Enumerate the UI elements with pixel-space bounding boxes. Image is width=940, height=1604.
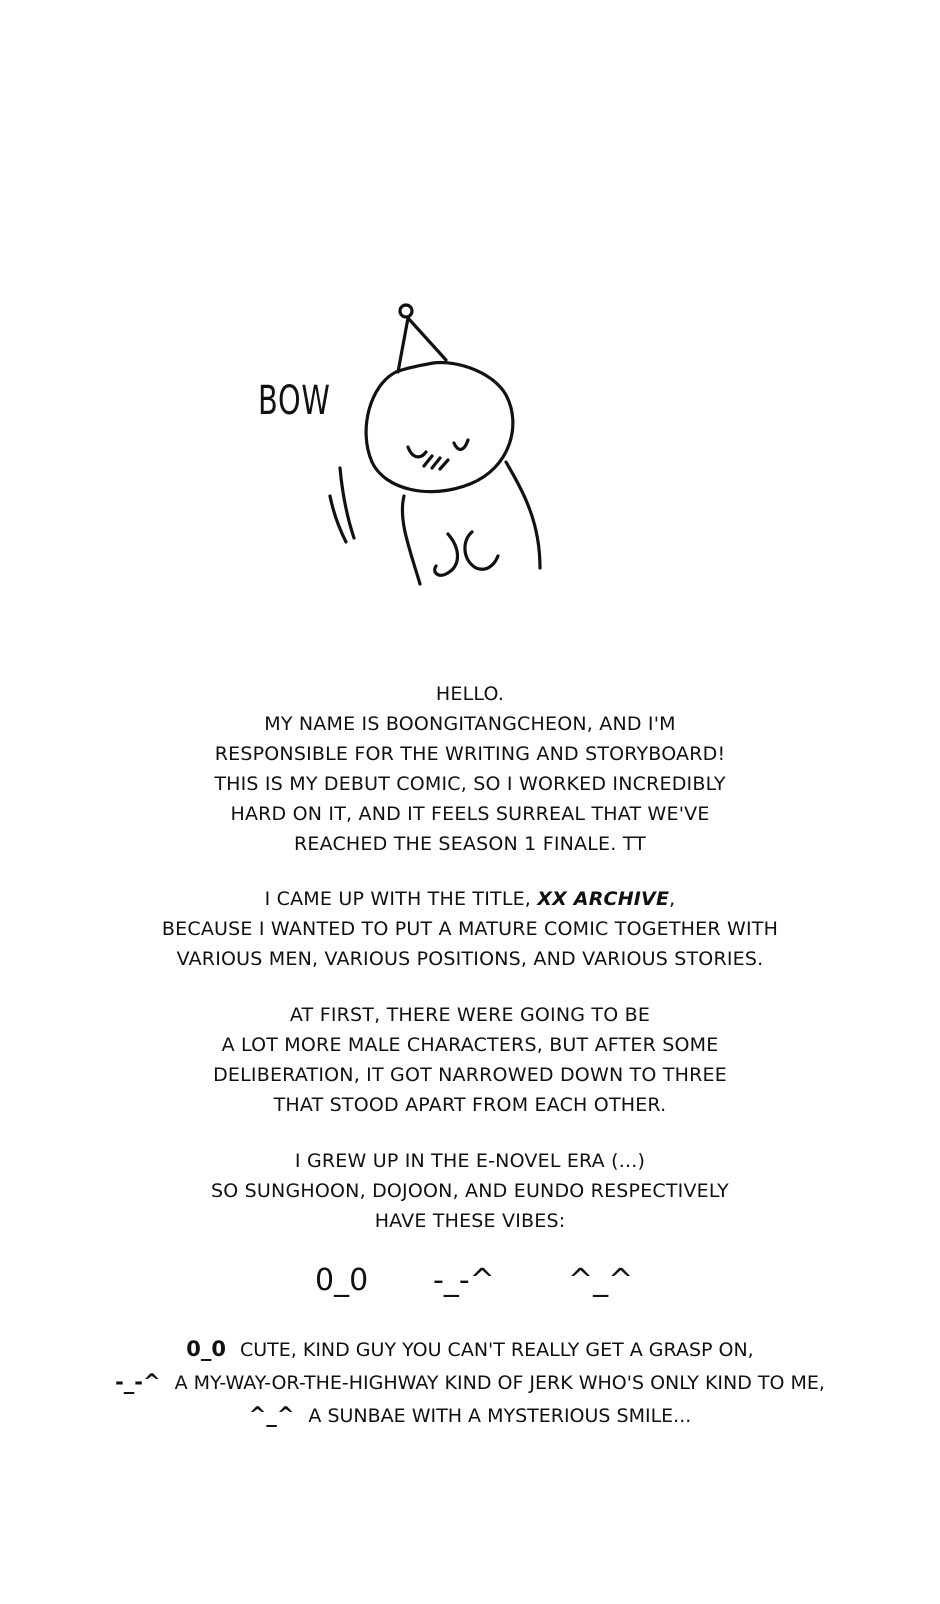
text-line: A LOT MORE MALE CHARACTERS, BUT AFTER SOME <box>221 1034 719 1056</box>
title-paragraph <box>0 884 940 974</box>
text-line: MY NAME IS BOONGITANGCHEON, AND I'M <box>264 713 676 735</box>
blush <box>424 456 448 469</box>
emoticon-sunghoon: 0_0 <box>315 1263 369 1298</box>
text-line: RESPONSIBLE FOR THE WRITING AND STORYBOARD! <box>214 743 726 765</box>
bow-sound-effect: BOW <box>258 378 331 424</box>
description-emoticon: ^_^ <box>248 1403 295 1427</box>
text-line: DELIBERATION, IT GOT NARROWED DOWN TO THREE <box>213 1064 727 1086</box>
intro-paragraph <box>0 679 940 859</box>
description-emoticon: -_-^ <box>115 1370 161 1394</box>
vibes-paragraph <box>0 1146 940 1236</box>
text-line: BECAUSE I WANTED TO PUT A MATURE COMIC TOGETHER WITH <box>161 918 779 940</box>
text-line: VARIOUS MEN, VARIOUS POSITIONS, AND VARIOUS STORIES. <box>176 948 764 970</box>
right-hand <box>465 532 498 569</box>
head <box>366 362 513 491</box>
description-text: CUTE, KIND GUY YOU CAN'T REALLY GET A GRASP ON, <box>240 1339 754 1361</box>
title-line-prefix: I CAME UP WITH THE TITLE, <box>264 888 538 910</box>
text-line: HELLO. <box>435 683 505 705</box>
title-line <box>0 884 940 914</box>
title-line-suffix: , <box>669 888 676 910</box>
description-text: A MY-WAY-OR-THE-HIGHWAY KIND OF JERK WHO'S ONLY KIND TO ME, <box>174 1372 825 1394</box>
description-emoticon: 0_0 <box>186 1337 226 1361</box>
description-line <box>0 1366 940 1399</box>
description-line <box>0 1399 940 1432</box>
comic-title: XX ARCHIVE <box>537 888 670 910</box>
left-eye <box>408 447 426 457</box>
emoticon-row <box>0 1263 940 1313</box>
characters-paragraph <box>0 1000 940 1120</box>
bowing-character-illustration <box>240 290 570 610</box>
description-line <box>0 1333 940 1366</box>
text-line: THAT STOOD APART FROM EACH OTHER. <box>273 1094 667 1116</box>
character-descriptions <box>0 1333 940 1432</box>
description-text: A SUNBAE WITH A MYSTERIOUS SMILE... <box>308 1405 692 1427</box>
body-left <box>402 496 420 584</box>
emoticon-eundo: ^_^ <box>568 1263 634 1298</box>
body-right <box>506 462 540 568</box>
emoticon-dojoon: -_-^ <box>433 1263 495 1298</box>
hat-pompom <box>400 305 412 317</box>
text-line: REACHED THE SEASON 1 FINALE. TT <box>294 833 646 855</box>
text-line: I GREW UP IN THE E-NOVEL ERA (...) <box>294 1150 646 1172</box>
right-eye <box>454 440 468 449</box>
text-line: HAVE THESE VIBES: <box>374 1210 566 1232</box>
text-line: AT FIRST, THERE WERE GOING TO BE <box>289 1004 651 1026</box>
left-hand <box>435 534 458 575</box>
text-line: HARD ON IT, AND IT FEELS SURREAL THAT WE'VE <box>230 803 710 825</box>
text-line: THIS IS MY DEBUT COMIC, SO I WORKED INCREDIBLY <box>214 773 726 795</box>
text-line: SO SUNGHOON, DOJOON, AND EUNDO RESPECTIVELY <box>211 1180 729 1202</box>
motion-line-2 <box>340 468 354 538</box>
